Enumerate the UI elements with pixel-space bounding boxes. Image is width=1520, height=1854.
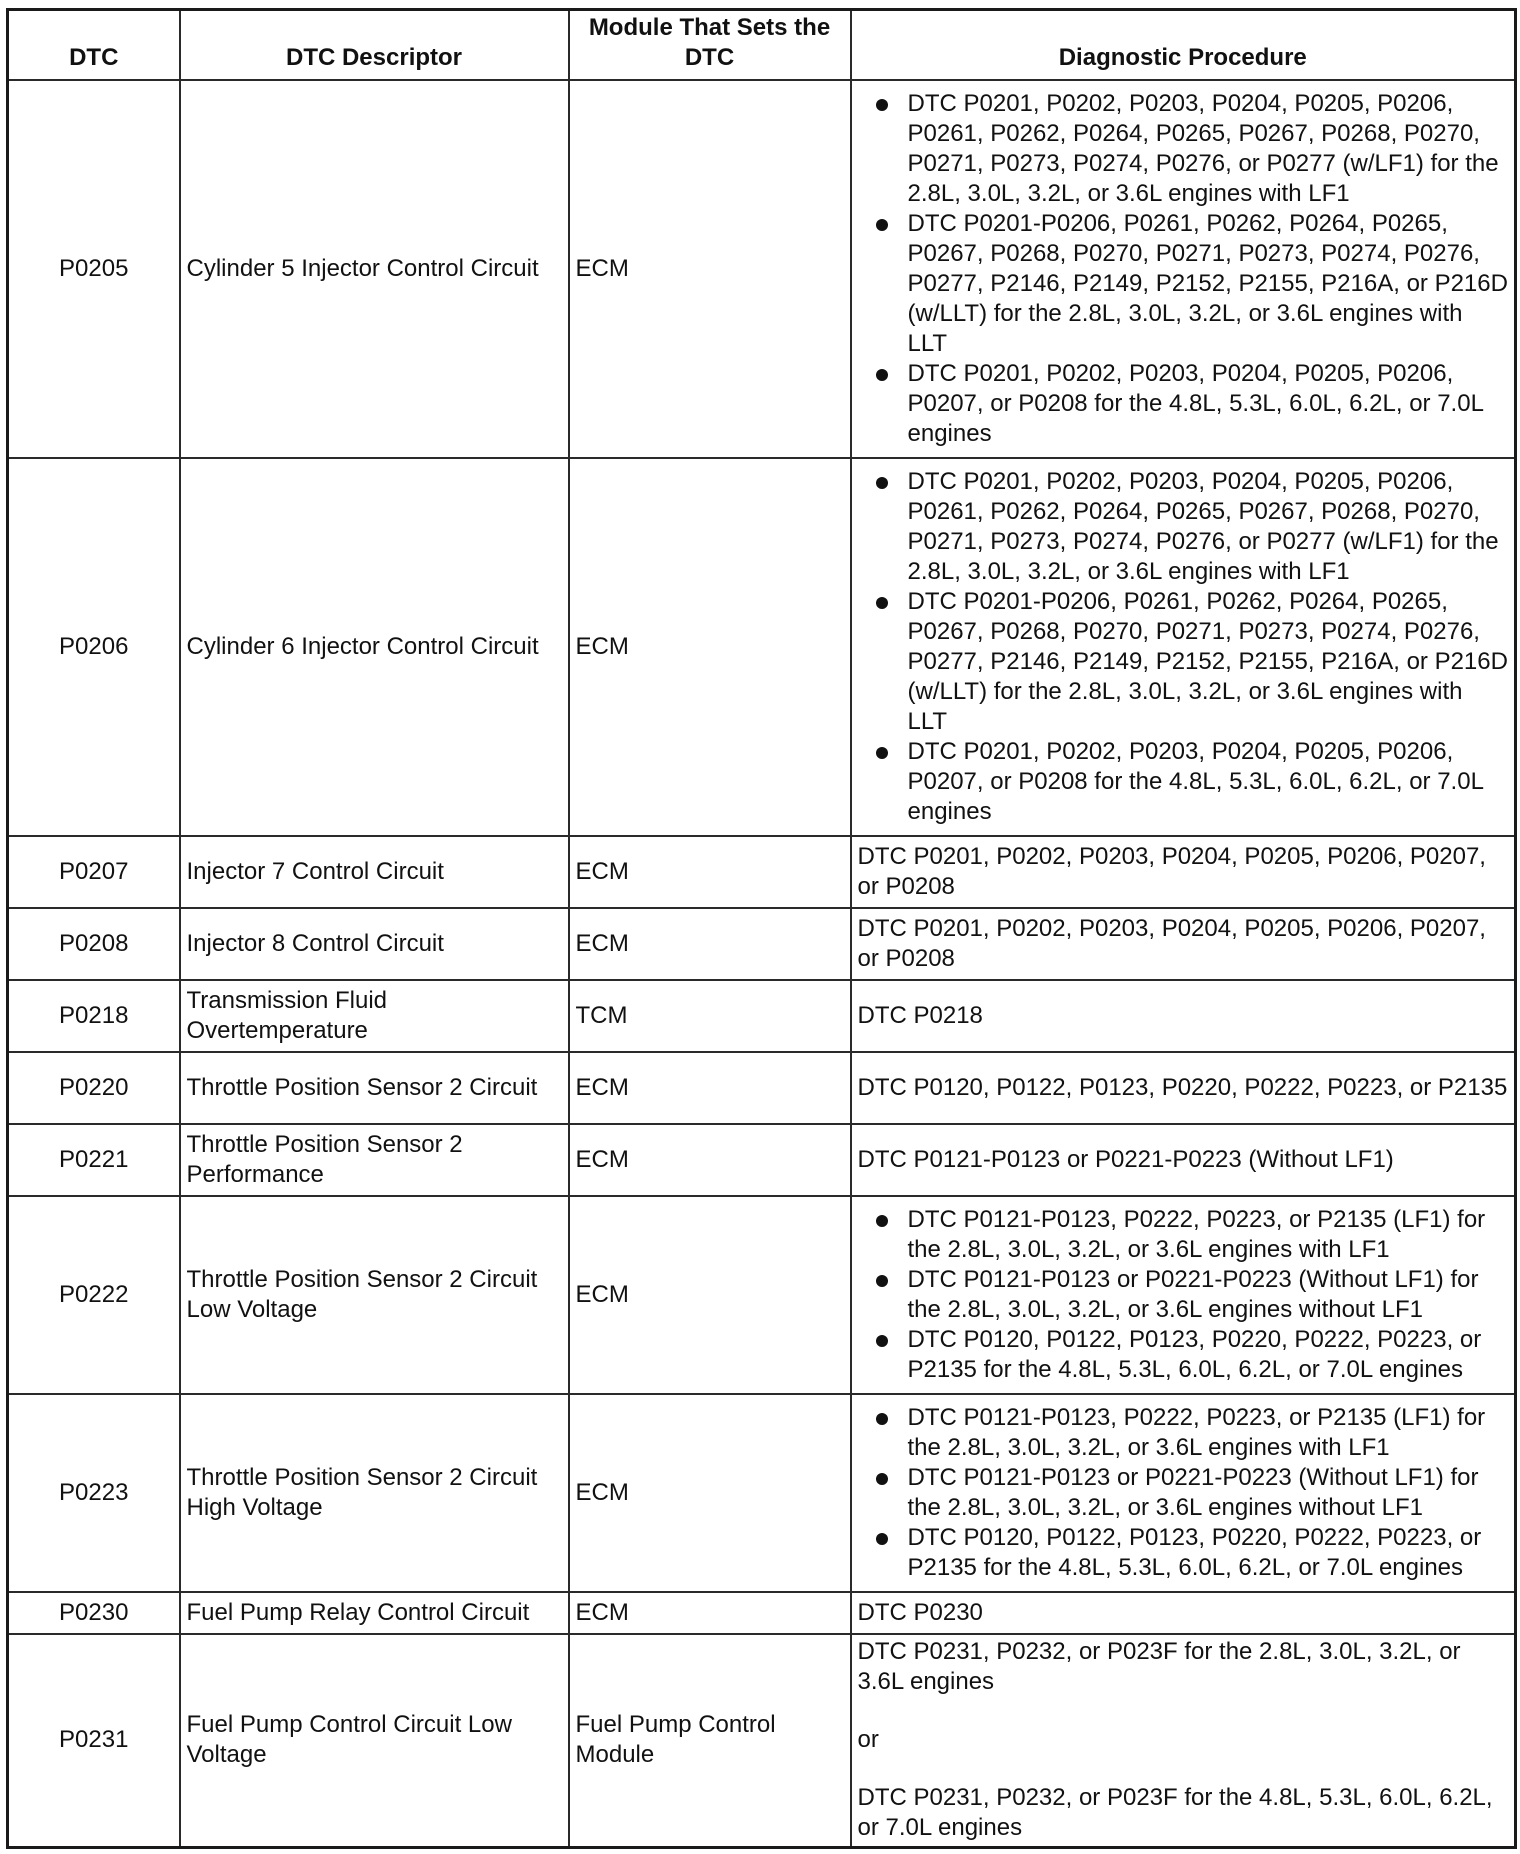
procedure-item: DTC P0120, P0122, P0123, P0220, P0222, P0223, or P2135 for the 4.8L, 5.3L, 6.0L, 6.2L, or 7.0L engines <box>908 1523 1509 1583</box>
dtc-descriptor: Cylinder 6 Injector Control Circuit <box>180 458 569 836</box>
diagnostic-procedure: DTC P0201, P0202, P0203, P0204, P0205, P0206, P0207, or P0208 <box>851 836 1516 908</box>
dtc-code: P0231 <box>8 1634 180 1848</box>
dtc-code: P0218 <box>8 980 180 1052</box>
dtc-descriptor: Throttle Position Sensor 2 Performance <box>180 1124 569 1196</box>
procedure-item: DTC P0201, P0202, P0203, P0204, P0205, P0206, P0207, or P0208 for the 4.8L, 5.3L, 6.0L, 6.2L, or 7.0L engines <box>908 737 1509 827</box>
diagnostic-procedure <box>851 1634 1516 1848</box>
module: ECM <box>569 1124 851 1196</box>
dtc-code: P0205 <box>8 80 180 458</box>
table-row <box>8 458 1516 836</box>
procedure-item: DTC P0201, P0202, P0203, P0204, P0205, P0206, P0261, P0262, P0264, P0265, P0267, P0268, P0270, P0271, P0273, P0274, P0276, or P0277 (w/LF1) for the 2.8L, 3.0L, 3.2L, or 3.6L engines with LF1 <box>908 467 1509 587</box>
table-row <box>8 1592 1516 1634</box>
diagnostic-procedure <box>851 1196 1516 1394</box>
diagnostic-procedure: DTC P0218 <box>851 980 1516 1052</box>
diagnostic-procedure: DTC P0120, P0122, P0123, P0220, P0222, P0223, or P2135 <box>851 1052 1516 1124</box>
dtc-code: P0222 <box>8 1196 180 1394</box>
module: ECM <box>569 908 851 980</box>
dtc-code: P0223 <box>8 1394 180 1592</box>
dtc-code: P0206 <box>8 458 180 836</box>
procedure-item: DTC P0201, P0202, P0203, P0204, P0205, P0206, P0207, or P0208 for the 4.8L, 5.3L, 6.0L, 6.2L, or 7.0L engines <box>908 359 1509 449</box>
dtc-table <box>6 8 1517 1849</box>
module: TCM <box>569 980 851 1052</box>
table-row <box>8 836 1516 908</box>
module: ECM <box>569 1196 851 1394</box>
dtc-descriptor: Cylinder 5 Injector Control Circuit <box>180 80 569 458</box>
dtc-descriptor: Fuel Pump Control Circuit Low Voltage <box>180 1634 569 1848</box>
diagnostic-procedure: DTC P0230 <box>851 1592 1516 1634</box>
dtc-descriptor: Throttle Position Sensor 2 Circuit <box>180 1052 569 1124</box>
procedure-item: DTC P0201-P0206, P0261, P0262, P0264, P0265, P0267, P0268, P0270, P0271, P0273, P0274, P0276, P0277, P2146, P2149, P2152, P2155, P216A, or P216D (w/LLT) for the 2.8L, 3.0L, 3.2L, or 3.6L engines with LLT <box>907 587 1508 735</box>
procedure-list <box>858 467 1509 827</box>
procedure-connector: or <box>857 1726 879 1754</box>
header-dtc: DTC <box>8 10 180 80</box>
diagnostic-procedure <box>851 1394 1516 1592</box>
module: ECM <box>569 1394 851 1592</box>
procedure-item: DTC P0121-P0123 or P0221-P0223 (Without LF1) for the 2.8L, 3.0L, 3.2L, or 3.6L engines without LF1 <box>908 1265 1509 1325</box>
table-row <box>8 980 1516 1052</box>
module: ECM <box>569 1592 851 1634</box>
module: ECM <box>569 80 851 458</box>
procedure-item: DTC P0121-P0123, P0222, P0223, or P2135 (LF1) for the 2.8L, 3.0L, 3.2L, or 3.6L engines with LF1 <box>908 1403 1509 1463</box>
table-row <box>8 1052 1516 1124</box>
header-module: Module That Sets the DTC <box>569 10 851 80</box>
table-row <box>8 1124 1516 1196</box>
diagnostic-procedure <box>851 80 1516 458</box>
dtc-code: P0208 <box>8 908 180 980</box>
procedure-line: DTC P0231, P0232, or P023F for the 4.8L, 5.3L, 6.0L, 6.2L, or 7.0L engines <box>857 1784 1493 1842</box>
procedure-list <box>858 1403 1509 1583</box>
dtc-descriptor: Injector 7 Control Circuit <box>180 836 569 908</box>
procedure-item: DTC P0121-P0123 or P0221-P0223 (Without LF1) for the 2.8L, 3.0L, 3.2L, or 3.6L engines without LF1 <box>908 1463 1509 1523</box>
module: ECM <box>569 1052 851 1124</box>
header-procedure: Diagnostic Procedure <box>851 10 1516 80</box>
diagnostic-procedure <box>851 458 1516 836</box>
procedure-item: DTC P0201-P0206, P0261, P0262, P0264, P0265, P0267, P0268, P0270, P0271, P0273, P0274, P0276, P0277, P2146, P2149, P2152, P2155, P216A, or P216D (w/LLT) for the 2.8L, 3.0L, 3.2L, or 3.6L engines with LLT <box>907 209 1508 357</box>
diagnostic-procedure: DTC P0121-P0123 or P0221-P0223 (Without LF1) <box>851 1124 1516 1196</box>
procedure-line: DTC P0231, P0232, or P023F for the 2.8L, 3.0L, 3.2L, or 3.6L engines <box>857 1638 1461 1696</box>
dtc-code: P0230 <box>8 1592 180 1634</box>
table-row <box>8 80 1516 458</box>
diagnostic-procedure: DTC P0201, P0202, P0203, P0204, P0205, P0206, P0207, or P0208 <box>851 908 1516 980</box>
header-descriptor: DTC Descriptor <box>180 10 569 80</box>
module: ECM <box>569 458 851 836</box>
dtc-code: P0220 <box>8 1052 180 1124</box>
procedure-item: DTC P0201, P0202, P0203, P0204, P0205, P0206, P0261, P0262, P0264, P0265, P0267, P0268, P0270, P0271, P0273, P0274, P0276, or P0277 (w/LF1) for the 2.8L, 3.0L, 3.2L, or 3.6L engines with LF1 <box>908 89 1509 209</box>
dtc-descriptor: Fuel Pump Relay Control Circuit <box>180 1592 569 1634</box>
module: ECM <box>569 836 851 908</box>
module: Fuel Pump Control Module <box>569 1634 851 1848</box>
dtc-descriptor: Throttle Position Sensor 2 Circuit Low Voltage <box>180 1196 569 1394</box>
dtc-descriptor: Transmission Fluid Overtemperature <box>180 980 569 1052</box>
table-row <box>8 1634 1516 1848</box>
dtc-descriptor: Injector 8 Control Circuit <box>180 908 569 980</box>
dtc-code: P0221 <box>8 1124 180 1196</box>
table-row <box>8 1394 1516 1592</box>
procedure-list <box>858 1205 1509 1385</box>
procedure-list <box>858 89 1509 449</box>
table-row <box>8 908 1516 980</box>
table-row <box>8 1196 1516 1394</box>
table-header-row <box>8 10 1516 80</box>
procedure-item: DTC P0120, P0122, P0123, P0220, P0222, P0223, or P2135 for the 4.8L, 5.3L, 6.0L, 6.2L, or 7.0L engines <box>908 1325 1509 1385</box>
procedure-item: DTC P0121-P0123, P0222, P0223, or P2135 (LF1) for the 2.8L, 3.0L, 3.2L, or 3.6L engines with LF1 <box>908 1205 1509 1265</box>
dtc-descriptor: Throttle Position Sensor 2 Circuit High Voltage <box>180 1394 569 1592</box>
dtc-code: P0207 <box>8 836 180 908</box>
